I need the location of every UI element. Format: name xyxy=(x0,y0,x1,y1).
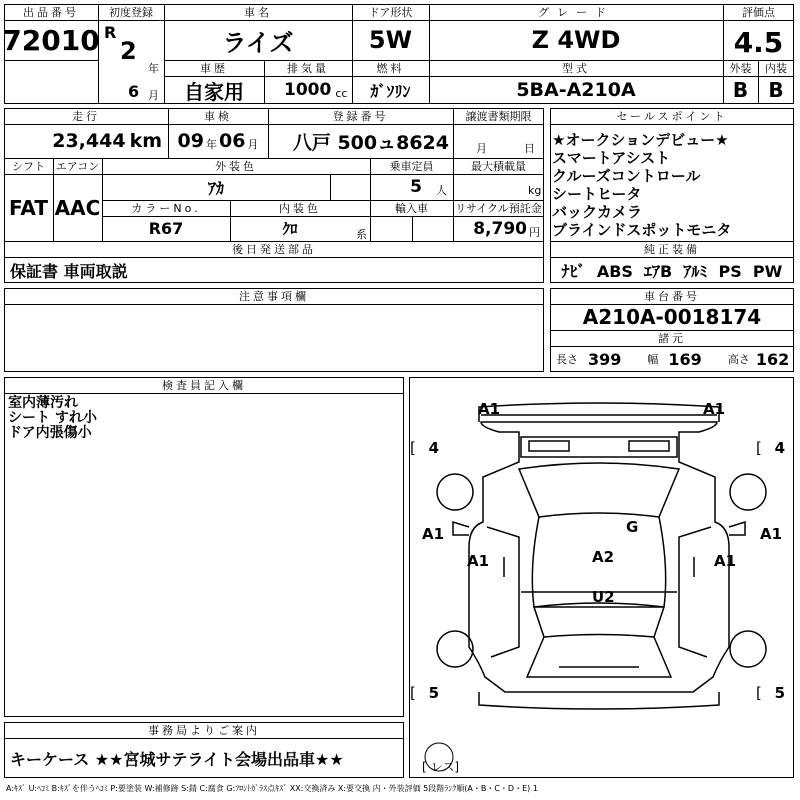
inspection-header: 車検 xyxy=(204,110,232,123)
inspector-notes-header: 検査員記入欄 xyxy=(162,379,246,392)
int-color-unit: 系 xyxy=(356,228,367,241)
length-value: 399 xyxy=(588,349,622,369)
interior-header: 内装 xyxy=(765,62,787,75)
sales-points-header: セールスポイント xyxy=(616,110,728,123)
tire-front-left-value: 4 xyxy=(428,439,440,457)
inspection-year-unit: 年 xyxy=(206,138,217,151)
capacity-header: 乗車定員 xyxy=(389,160,434,173)
import-header: 輸入車 xyxy=(395,202,428,215)
aircon: AAC xyxy=(54,195,101,220)
mark-right-door: A1 xyxy=(714,552,737,570)
spare-tire: [ レス] xyxy=(422,760,460,774)
first-reg-month-unit: 月 xyxy=(148,89,159,102)
length-label: 長さ xyxy=(556,353,578,366)
specs xyxy=(556,346,792,372)
legend: A:ｷｽﾞ U:ﾍｺﾐ B:ｷｽﾞを伴うﾍｺﾐ P:要塗装 W:補修跡 S:錆 C:腐食 G:ﾌﾛﾝﾄｶﾞﾗｽ点ｷｽﾞ XX:交換済み X:要交換 内・外装評価 5段階ﾗﾝｸ順(A・B・C・D・E) 1 xyxy=(6,784,538,793)
recycle-value: 8,790 xyxy=(473,218,527,239)
shift-header: シフト xyxy=(12,160,45,173)
sales-point: シートヒータ xyxy=(552,185,642,203)
lot-number: 72010 xyxy=(2,23,100,57)
ext-color-header: 外装色 xyxy=(215,160,257,173)
color-no-header: カラーNo. xyxy=(131,202,201,215)
aircon-header: エアコン xyxy=(55,160,100,173)
registration-plate: 八戸 500ュ8624 xyxy=(292,131,449,154)
inspector-note: 室内薄汚れ xyxy=(8,395,78,411)
recycle-unit: 円 xyxy=(529,225,540,239)
inspector-notes-list xyxy=(8,396,398,441)
displacement-header: 排気量 xyxy=(287,62,329,75)
fuel: ｶﾞｿﾘﾝ xyxy=(370,81,411,101)
score-header: 評価点 xyxy=(742,6,775,19)
mileage-unit: km xyxy=(129,130,162,152)
mark-front-left: A1 xyxy=(478,400,501,418)
first-reg-header: 初度登録 xyxy=(109,6,153,19)
mark-left-door: A1 xyxy=(467,552,490,570)
chassis-number: A210A-0018174 xyxy=(582,305,762,329)
mark-right-side: A1 xyxy=(760,525,783,543)
mileage xyxy=(4,124,168,158)
int-color: ｸﾛ xyxy=(282,220,298,238)
lot-header: 出品番号 xyxy=(23,6,79,19)
first-reg-era: R xyxy=(104,22,117,42)
office-notes: キーケース ★★宮城サテライト会場出品車★★ xyxy=(10,749,344,769)
first-reg-month: 6 xyxy=(128,81,140,101)
spare-tire-value: レス xyxy=(430,760,455,774)
exterior-score: B xyxy=(732,78,749,102)
grade: Z 4WD xyxy=(531,26,621,54)
exterior-header: 外装 xyxy=(729,62,752,75)
car-name-header: 車名 xyxy=(244,6,272,19)
model-code: 5BA-A210A xyxy=(516,79,636,101)
tire-rear-left-value: 5 xyxy=(428,684,440,702)
tire-front-right: [ 4 xyxy=(756,439,786,457)
height-label: 高さ xyxy=(727,353,750,366)
height-value: 162 xyxy=(755,349,790,369)
sales-points-list xyxy=(552,131,792,239)
tire-rear-right: [ 5 xyxy=(756,684,786,702)
transfer-deadline-header: 譲渡書類期限 xyxy=(465,110,532,123)
inspector-note: シート すれ小 xyxy=(8,410,97,426)
mark-roof: A2 xyxy=(592,548,615,566)
door-header: ドア形状 xyxy=(368,6,413,19)
transfer-month-unit: 月 xyxy=(476,142,487,155)
later-items: 保証書 車両取説 xyxy=(10,261,128,281)
factory-equipment: ﾅﾋﾞ ABS ｴｱB ｱﾙﾐ PS PW xyxy=(561,261,783,281)
sales-point: ★オークションデビュー★ xyxy=(552,131,729,149)
model-code-header: 型式 xyxy=(562,62,590,75)
ext-color: ｱｶ xyxy=(207,178,224,198)
mark-front-right: A1 xyxy=(703,400,726,418)
interior-score: B xyxy=(768,78,784,102)
mark-left-side: A1 xyxy=(422,525,445,543)
capacity-unit: 人 xyxy=(436,184,447,197)
displacement xyxy=(264,76,352,104)
color-no: R67 xyxy=(148,219,184,238)
first-reg-year-unit: 年 xyxy=(148,62,159,75)
int-color-header: 内装色 xyxy=(279,202,321,215)
history: 自家用 xyxy=(184,79,244,104)
tire-rear-right-value: 5 xyxy=(774,684,786,702)
recycle-header: リサイクル預託金 xyxy=(455,202,542,215)
capacity xyxy=(370,174,453,200)
inspection-month-unit: 月 xyxy=(247,138,259,151)
width-value: 169 xyxy=(668,349,702,369)
transfer-day-unit: 日 xyxy=(524,142,535,155)
mileage-header: 走行 xyxy=(72,110,100,123)
width-label: 幅 xyxy=(647,353,659,366)
recycle xyxy=(453,216,544,241)
history-header: 車歴 xyxy=(200,62,228,75)
inspector-note: ドア内張傷小 xyxy=(8,425,92,441)
caution-header: 注意事項欄 xyxy=(239,290,309,303)
later-items-header: 後日発送部品 xyxy=(232,243,316,256)
car-name: ライズ xyxy=(222,28,294,57)
capacity-value: 5 xyxy=(410,177,422,197)
max-load-unit: kg xyxy=(528,184,542,197)
tire-front-left: [ 4 xyxy=(410,439,440,457)
tire-front-right-value: 4 xyxy=(774,439,786,457)
tire-rear-left: [ 5 xyxy=(410,684,440,702)
first-reg-year: 2 xyxy=(120,37,137,65)
office-notes-header: 事務局よりご案内 xyxy=(148,724,260,737)
inspection xyxy=(168,124,268,158)
door-type: 5W xyxy=(368,26,413,54)
sales-point: バックカメラ xyxy=(552,203,643,221)
displacement-value: 1000 xyxy=(284,80,332,100)
sales-point: ブラインドスポットモニタ xyxy=(552,221,732,239)
inspection-month: 06 xyxy=(219,130,246,152)
max-load-header: 最大積載量 xyxy=(471,160,526,173)
mark-glass: G xyxy=(626,518,639,536)
overall-score: 4.5 xyxy=(733,25,784,59)
specs-header: 諸元 xyxy=(658,332,686,345)
car-diagram xyxy=(409,377,794,778)
fuel-header: 燃料 xyxy=(376,62,405,75)
factory-equipment-header: 純正装備 xyxy=(644,243,700,256)
shift: FAT xyxy=(9,195,48,220)
chassis-header: 車台番号 xyxy=(644,290,700,303)
inspection-year: 09 xyxy=(177,130,204,152)
grade-header: グレード xyxy=(538,6,614,19)
registration-header: 登録番号 xyxy=(332,110,389,123)
sales-point: スマートアシスト xyxy=(552,149,671,167)
mileage-value: 23,444 xyxy=(52,130,126,152)
mark-under: U2 xyxy=(592,588,615,606)
sales-point: クルーズコントロール xyxy=(552,167,701,185)
displacement-unit: cc xyxy=(335,86,348,100)
